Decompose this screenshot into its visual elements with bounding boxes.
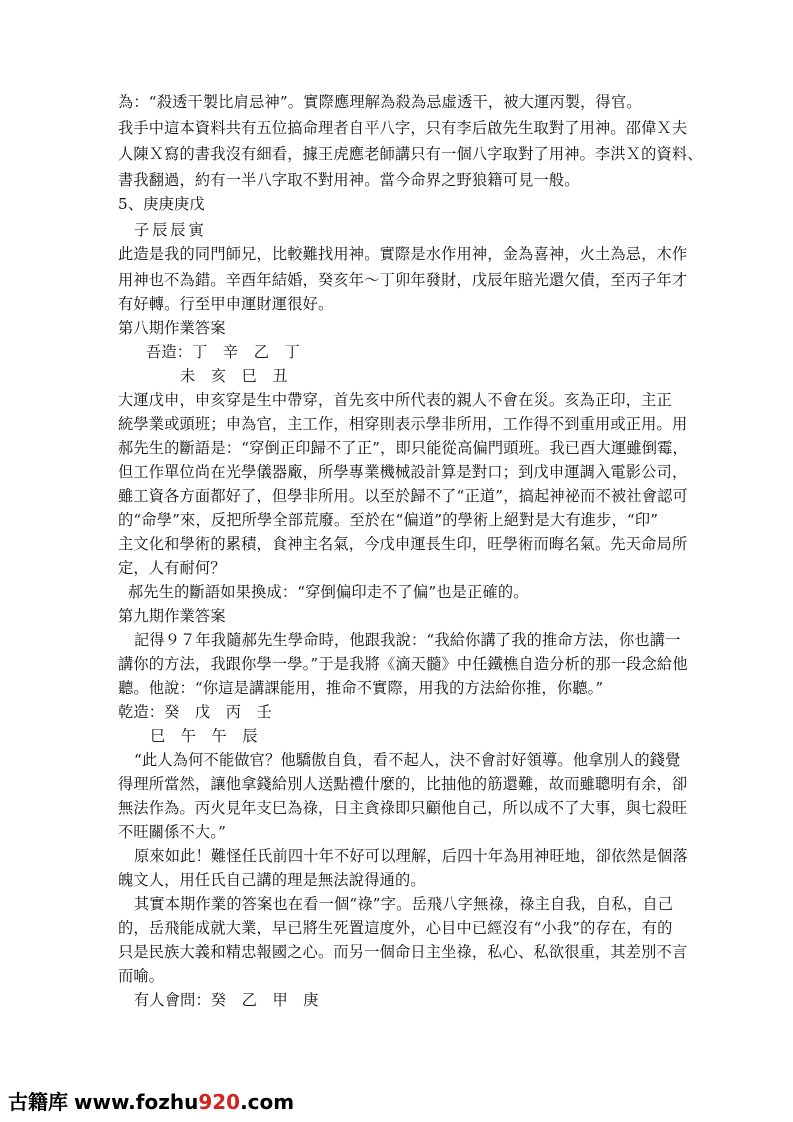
text-line: 記得９７年我隨郝先生學命時，他跟我說：“我給你講了我的推命方法，你也講一 [134, 631, 681, 649]
text-line: 魄文人，用任氏自己講的理是無法說得通的。 [118, 871, 426, 889]
bazi-chart-stems: 吾造：丁 辛 乙 丁 [146, 343, 300, 361]
section-heading: 第八期作業答案 [118, 319, 226, 337]
text-line: 此造是我的同門師兄，比較難找用神。實際是水作用神，金為喜神，火土為忌，木作 [118, 245, 688, 263]
text-line: 大運戊申，申亥穿是生中帶穿，首先亥中所代表的親人不會在災。亥為正印，主正 [118, 391, 672, 409]
text-line: 原來如此！難怪任氏前四十年不好可以理解，后四十年為用神旺地，卻依然是個落 [134, 847, 688, 865]
text-line: 有好轉。行至甲申運財運很好。 [118, 295, 334, 313]
site-url-prefix: www.fozhu [74, 1090, 199, 1114]
text-line: 的，岳飛能成就大業，早已將生死置這度外，心目中已經沒有“小我”的存在，有的 [118, 919, 673, 937]
site-name: 古籍库 [8, 1090, 68, 1114]
text-line: 郝先生的斷語如果換成：“穿倒偏印走不了偏”也是正確的。 [128, 583, 529, 601]
bazi-chart-branches: 巳 午 午 辰 [150, 727, 258, 745]
bazi-chart-branches: 子辰辰寅 [134, 221, 207, 239]
text-line: 我手中這本資料共有五位搞命理者自平八字，只有李后啟先生取對了用神。邵偉Ｘ夫 [118, 119, 688, 137]
site-url-suffix: .com [240, 1090, 295, 1114]
text-line: 主文化和學術的累積，食神主名氣，今戊申運長生印，旺學術而晦名氣。先天命局所 [118, 535, 688, 553]
text-line: 為：“殺透干製比肩忌神”。實際應理解為殺為忌虛透干，被大運丙製，得官。 [118, 93, 642, 111]
text-line: 書我翻過，約有一半八字取不對用神。當今命界之野狼籍可見一般。 [118, 171, 580, 189]
text-line: 用神也不為錯。辛酉年結婚，癸亥年～丁卯年發財，戊辰年賠光還欠債，至丙子年才 [118, 271, 688, 289]
text-line: 有人會問：癸 乙 甲 庚 [134, 991, 319, 1009]
text-line: 的“命學”來，反把所學全部荒廢。至於在“偏道”的學術上絕對是大有進步，“印” [118, 511, 659, 529]
bazi-chart-branches: 未 亥 巳 丑 [180, 367, 288, 385]
text-line: 但工作單位尚在光學儀器廠，所學專業機械設計算是對口；到戊申運調入電影公司， [118, 463, 688, 481]
text-line: 聽。他說：“你這是講課能用，推命不實際，用我的方法給你推，你聽。” [118, 679, 604, 697]
text-line: 無法作為。丙火見年支巳為祿，日主貪祿即只顧他自己，所以成不了大事，與七殺旺 [118, 799, 688, 817]
bazi-chart-stems: 乾造：癸 戊 丙 壬 [118, 703, 272, 721]
text-line: 得理所當然，讓他拿錢給別人送點禮什麼的，比抽他的筋還難，故而雖聰明有余，卻 [118, 775, 688, 793]
text-line: 其實本期作業的答案也在看一個“祿”字。岳飛八字無祿，祿主自我，自私，自己 [134, 895, 674, 913]
bazi-chart-heading: 5、庚庚庚戊 [118, 195, 205, 213]
text-line: 郝先生的斷語是：“穿倒正印歸不了正”，即只能從高偏門頭班。我已酉大運雖倒霉， [118, 439, 688, 457]
site-watermark [8, 1086, 294, 1115]
text-line: 人陳Ｘ寫的書我沒有細看，據王虎應老師講只有一個八字取對了用神。李洪Ｘ的資料、 [118, 145, 703, 163]
text-line: 統學業或頭班；申為官，主工作，相穿則表示學非所用，工作得不到重用或正用。用 [118, 415, 688, 433]
text-line: 講你的方法，我跟你學一學。”于是我將《滴天髓》中任鐵樵自造分析的那一段念給他 [118, 655, 688, 673]
text-line: “此人為何不能做官？他驕傲自負，看不起人，決不會討好領導。他拿別人的錢覺 [134, 751, 681, 769]
text-line: 而喻。 [118, 967, 165, 985]
text-line: 定，人有耐何？ [118, 559, 226, 577]
text-line: 雖工資各方面都好了，但學非所用。以至於歸不了“正道”，搞起神祕而不被社會認可 [118, 487, 688, 505]
text-line: 不旺關係不大。” [118, 823, 227, 841]
site-url-number: 920 [198, 1090, 241, 1114]
text-line: 只是民族大義和精忠報國之心。而另一個命日主坐祿，私心、私欲很重，其差別不言 [118, 943, 688, 961]
section-heading: 第九期作業答案 [118, 607, 226, 625]
